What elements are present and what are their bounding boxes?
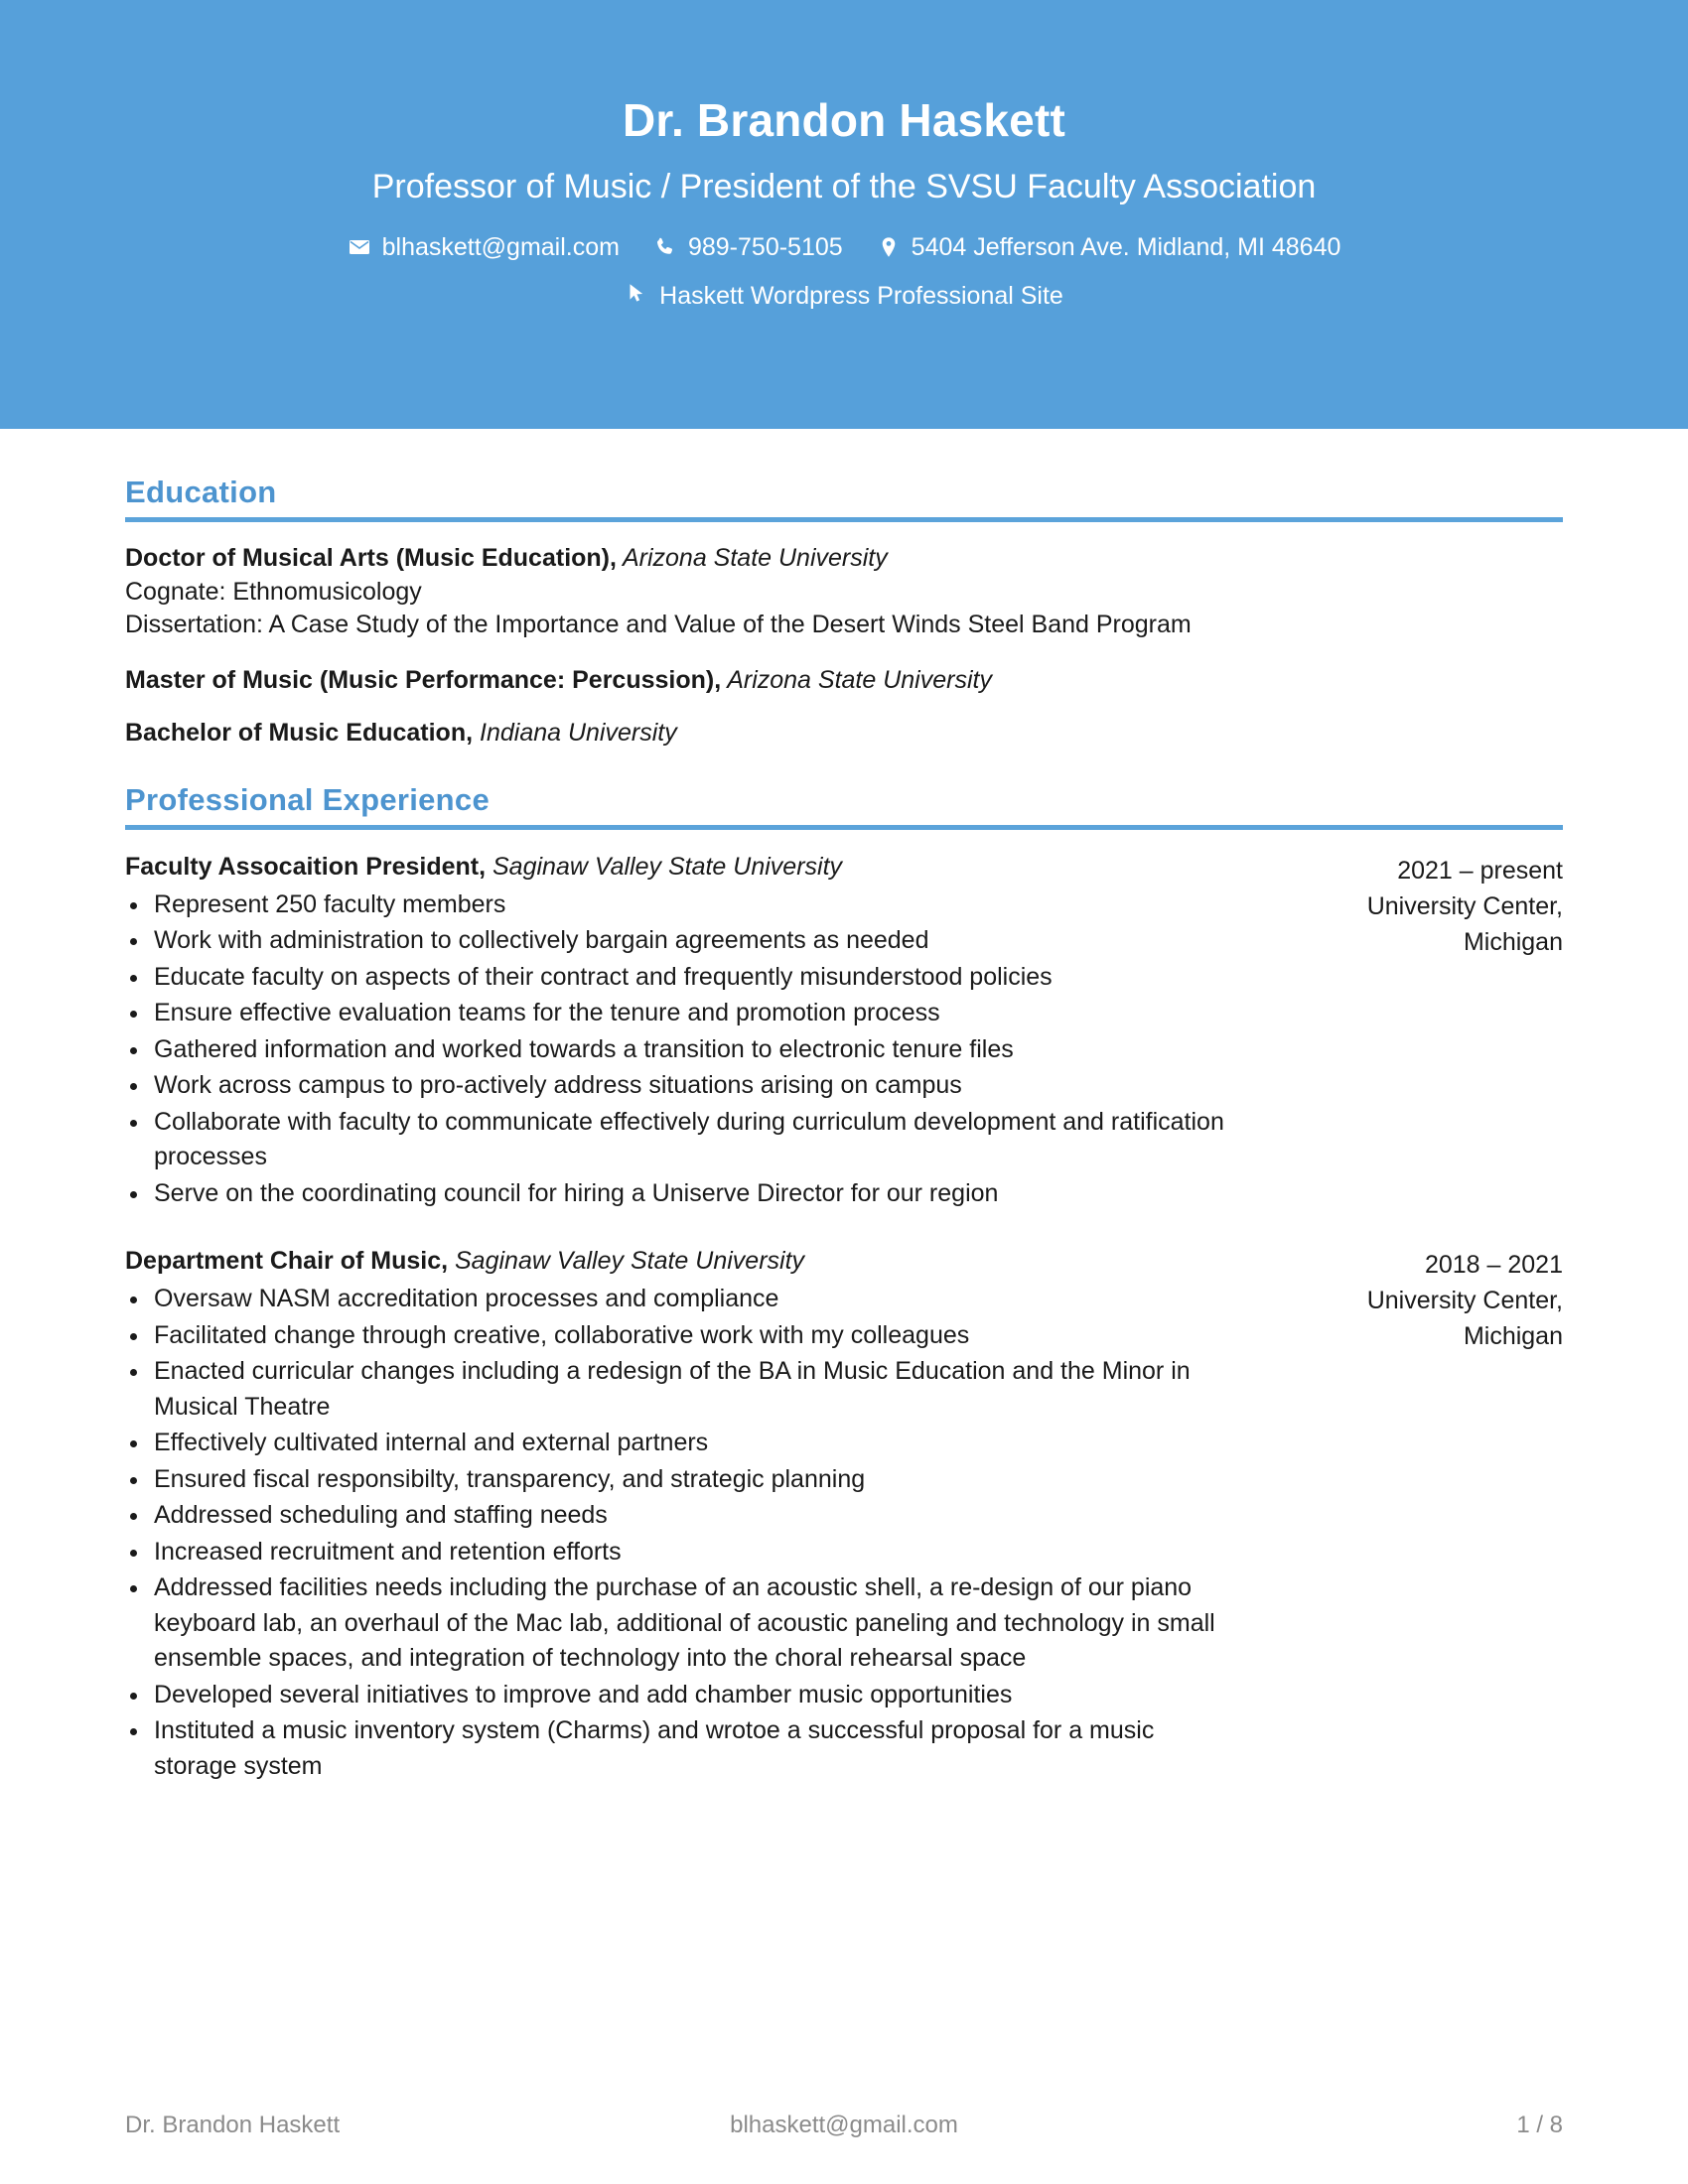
contact-email-label: blhaskett@gmail.com: [381, 232, 620, 261]
list-item: Collaborate with faculty to communicate effectively during curriculum development and ratification processes: [125, 1105, 1239, 1175]
list-item: Work with administration to collectively bargain agreements as needed: [125, 923, 1239, 959]
education-entry: [125, 544, 1563, 640]
job-main: [125, 1246, 1265, 1785]
job-title-line: [125, 852, 1239, 882]
contact-row: [0, 232, 1688, 263]
education-institution: Arizona State University: [721, 665, 992, 694]
list-item: Educate faculty on aspects of their contract and frequently misunderstood policies: [125, 960, 1239, 996]
education-degree: Bachelor of Music Education,: [125, 719, 474, 747]
job-entry: [125, 1246, 1563, 1785]
list-item: Enacted curricular changes including a redesign of the BA in Music Education and the Minor in Musical Theatre: [125, 1354, 1239, 1425]
footer-name: Dr. Brandon Haskett: [125, 2112, 341, 2138]
list-item: Ensure effective evaluation teams for the tenure and promotion process: [125, 996, 1239, 1031]
job-entry: [125, 852, 1563, 1213]
job-title: Faculty Assocaition President,: [125, 852, 487, 881]
job-bullet-list: [125, 887, 1239, 1212]
section-education: [125, 475, 1563, 749]
education-entry: [125, 719, 1563, 749]
education-detail: Dissertation: A Case Study of the Importance and Value of the Desert Winds Steel Band Program: [125, 611, 1192, 638]
education-detail: Cognate: Ethnomusicology: [125, 577, 422, 606]
job-title-line: [125, 1246, 1239, 1276]
resume-header-banner: [0, 0, 1688, 429]
contact-phone-label: 989-750-5105: [687, 232, 843, 261]
list-item: Ensured fiscal responsibilty, transparency, and strategic planning: [125, 1462, 1239, 1498]
section-professional-experience: [125, 782, 1563, 1786]
contact-phone[interactable]: [653, 232, 843, 263]
page-title: Dr. Brandon Haskett: [622, 94, 1065, 146]
resume-body: [0, 475, 1688, 1785]
list-item: Addressed scheduling and staffing needs: [125, 1498, 1239, 1534]
section-title-education: Education: [125, 475, 277, 509]
education-degree: Master of Music (Music Performance: Percussion),: [125, 665, 722, 694]
website-link[interactable]: [0, 281, 1688, 312]
phone-icon: [653, 235, 677, 259]
section-divider: [125, 825, 1563, 830]
list-item: Oversaw NASM accreditation processes and compliance: [125, 1282, 1239, 1317]
education-degree-line: [125, 719, 1563, 749]
list-item: Effectively cultivated internal and external partners: [125, 1426, 1239, 1461]
job-organization: Saginaw Valley State University: [448, 1247, 805, 1275]
footer-email: blhaskett@gmail.com: [730, 2112, 958, 2138]
contact-address-label: 5404 Jefferson Ave. Midland, MI 48640: [911, 232, 1341, 261]
job-main: [125, 852, 1265, 1213]
header-subtitle: Professor of Music / President of the SVSU Faculty Association: [371, 167, 1317, 205]
list-item: Increased recruitment and retention efforts: [125, 1535, 1239, 1570]
list-item: Facilitated change through creative, collaborative work with my colleagues: [125, 1318, 1239, 1354]
list-item: Serve on the coordinating council for hiring a Uniserve Director for our region: [125, 1176, 1239, 1212]
list-item: Instituted a music inventory system (Charms) and wrotoe a successful proposal for a music storage system: [125, 1713, 1239, 1784]
job-bullet-list: [125, 1282, 1239, 1784]
contact-address[interactable]: [877, 232, 1341, 263]
website-link-label: Haskett Wordpress Professional Site: [659, 281, 1063, 310]
list-item: Represent 250 faculty members: [125, 887, 1239, 923]
education-degree: Doctor of Musical Arts (Music Education),: [125, 544, 617, 572]
location-pin-icon: [877, 235, 901, 259]
job-meta: [1265, 1246, 1563, 1785]
section-title-professional-experience: Professional Experience: [125, 781, 491, 817]
job-location: University Center, Michigan: [1366, 1287, 1563, 1350]
envelope-icon: [348, 235, 371, 259]
page-footer: [0, 2067, 1688, 2184]
job-organization: Saginaw Valley State University: [486, 852, 843, 881]
footer-page-number: 1 / 8: [1516, 2112, 1564, 2138]
section-divider: [125, 517, 1563, 522]
job-dates: 2021 – present: [1397, 856, 1563, 885]
cursor-pointer-icon: [625, 281, 648, 312]
education-degree-line: [125, 666, 1563, 696]
education-degree-line: [125, 544, 1563, 574]
job-title: Department Chair of Music,: [125, 1247, 449, 1275]
education-entry: [125, 666, 1563, 696]
job-meta: [1265, 852, 1563, 1213]
contact-email[interactable]: [348, 232, 620, 263]
education-institution: Indiana University: [473, 719, 677, 747]
job-location: University Center, Michigan: [1366, 891, 1563, 956]
list-item: Developed several initiatives to improve and add chamber music opportunities: [125, 1678, 1239, 1713]
job-dates: 2018 – 2021: [1424, 1251, 1563, 1279]
list-item: Work across campus to pro-actively address situations arising on campus: [125, 1068, 1239, 1104]
education-institution: Arizona State University: [616, 544, 888, 572]
list-item: Gathered information and worked towards a transition to electronic tenure files: [125, 1032, 1239, 1068]
list-item: Addressed facilities needs including the purchase of an acoustic shell, a re-design of our piano keyboard lab, an overhaul of the Mac lab, additional of acoustic paneling and technology in small ensemble spaces, and integration of technology into the choral rehearsal space: [125, 1570, 1239, 1677]
